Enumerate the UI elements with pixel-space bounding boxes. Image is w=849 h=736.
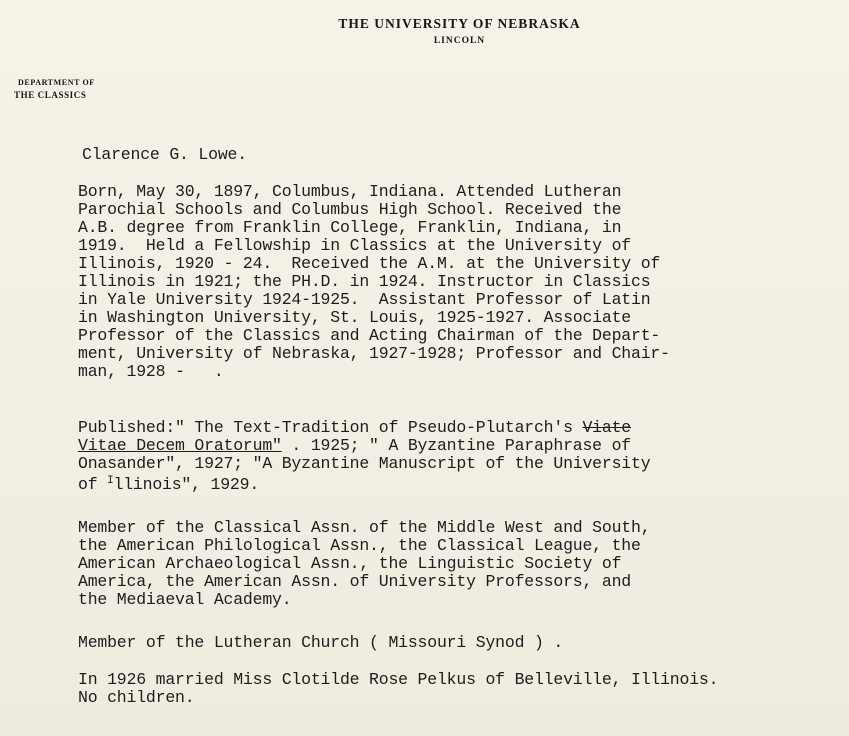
letterhead-title: THE UNIVERSITY OF NEBRASKA xyxy=(338,16,581,31)
bio-line: Parochial Schools and Columbus High School. Received the xyxy=(78,200,622,219)
membership-line: the American Philological Assn., the Classical League, the xyxy=(78,536,641,555)
membership-line: America, the American Assn. of University Professors, and xyxy=(78,572,631,591)
name-line: Clarence G. Lowe. xyxy=(82,145,247,164)
bio-line: Illinois in 1921; the PH.D. in 1924. Instructor in Classics xyxy=(78,272,651,291)
publications-text: Published:" The Text-Tradition of Pseudo-Plutarch's xyxy=(78,418,583,437)
department-line-1: DEPARTMENT OF xyxy=(18,78,95,87)
bio-line: in Washington University, St. Louis, 1925-1927. Associate xyxy=(78,308,631,327)
publications-line xyxy=(78,419,631,437)
department-heading xyxy=(14,76,95,102)
bio-line: man, 1928 - . xyxy=(78,362,224,381)
bio-line: ment, University of Nebraska, 1927-1928; Professor and Chair- xyxy=(78,344,670,363)
bio-line: Professor of the Classics and Acting Chairman of the Depart- xyxy=(78,326,661,345)
publications-line: Onasander", 1927; "A Byzantine Manuscript of the University xyxy=(78,454,651,473)
publications-text: . 1925; " A Byzantine Paraphrase of xyxy=(281,436,631,455)
marriage-line: In 1926 married Miss Clotilde Rose Pelkus of Belleville, Illinois. xyxy=(78,670,719,689)
bio-line: 1919. Held a Fellowship in Classics at the University of xyxy=(78,236,631,255)
publications-line xyxy=(78,437,631,455)
raised-letter: I xyxy=(107,475,114,487)
letterhead xyxy=(0,16,849,46)
department-line-2: THE CLASSICS xyxy=(14,90,87,100)
bio-line: A.B. degree from Franklin College, Franklin, Indiana, in xyxy=(78,218,622,237)
bio-line: in Yale University 1924-1925. Assistant Professor of Latin xyxy=(78,290,651,309)
letterhead-city: LINCOLN xyxy=(433,36,486,46)
struck-word: Viate xyxy=(582,418,631,437)
publications-text: of xyxy=(78,475,108,494)
membership-line: Member of the Classical Assn. of the Middle West and South, xyxy=(78,518,651,537)
church-membership-line: Member of the Lutheran Church ( Missouri Synod ) . xyxy=(78,633,564,652)
membership-line: the Mediaeval Academy. xyxy=(78,590,292,609)
publications-text: llinois", 1929. xyxy=(113,475,260,494)
bio-line: Born, May 30, 1897, Columbus, Indiana. Attended Lutheran xyxy=(78,182,622,201)
bio-line: Illinois, 1920 - 24. Received the A.M. at the University of xyxy=(78,254,661,273)
underlined-title: Vitae Decem Oratorum" xyxy=(78,436,282,455)
marriage-line: No children. xyxy=(78,688,195,707)
membership-line: American Archaeological Assn., the Linguistic Society of xyxy=(78,554,622,573)
publications-line xyxy=(78,473,259,494)
